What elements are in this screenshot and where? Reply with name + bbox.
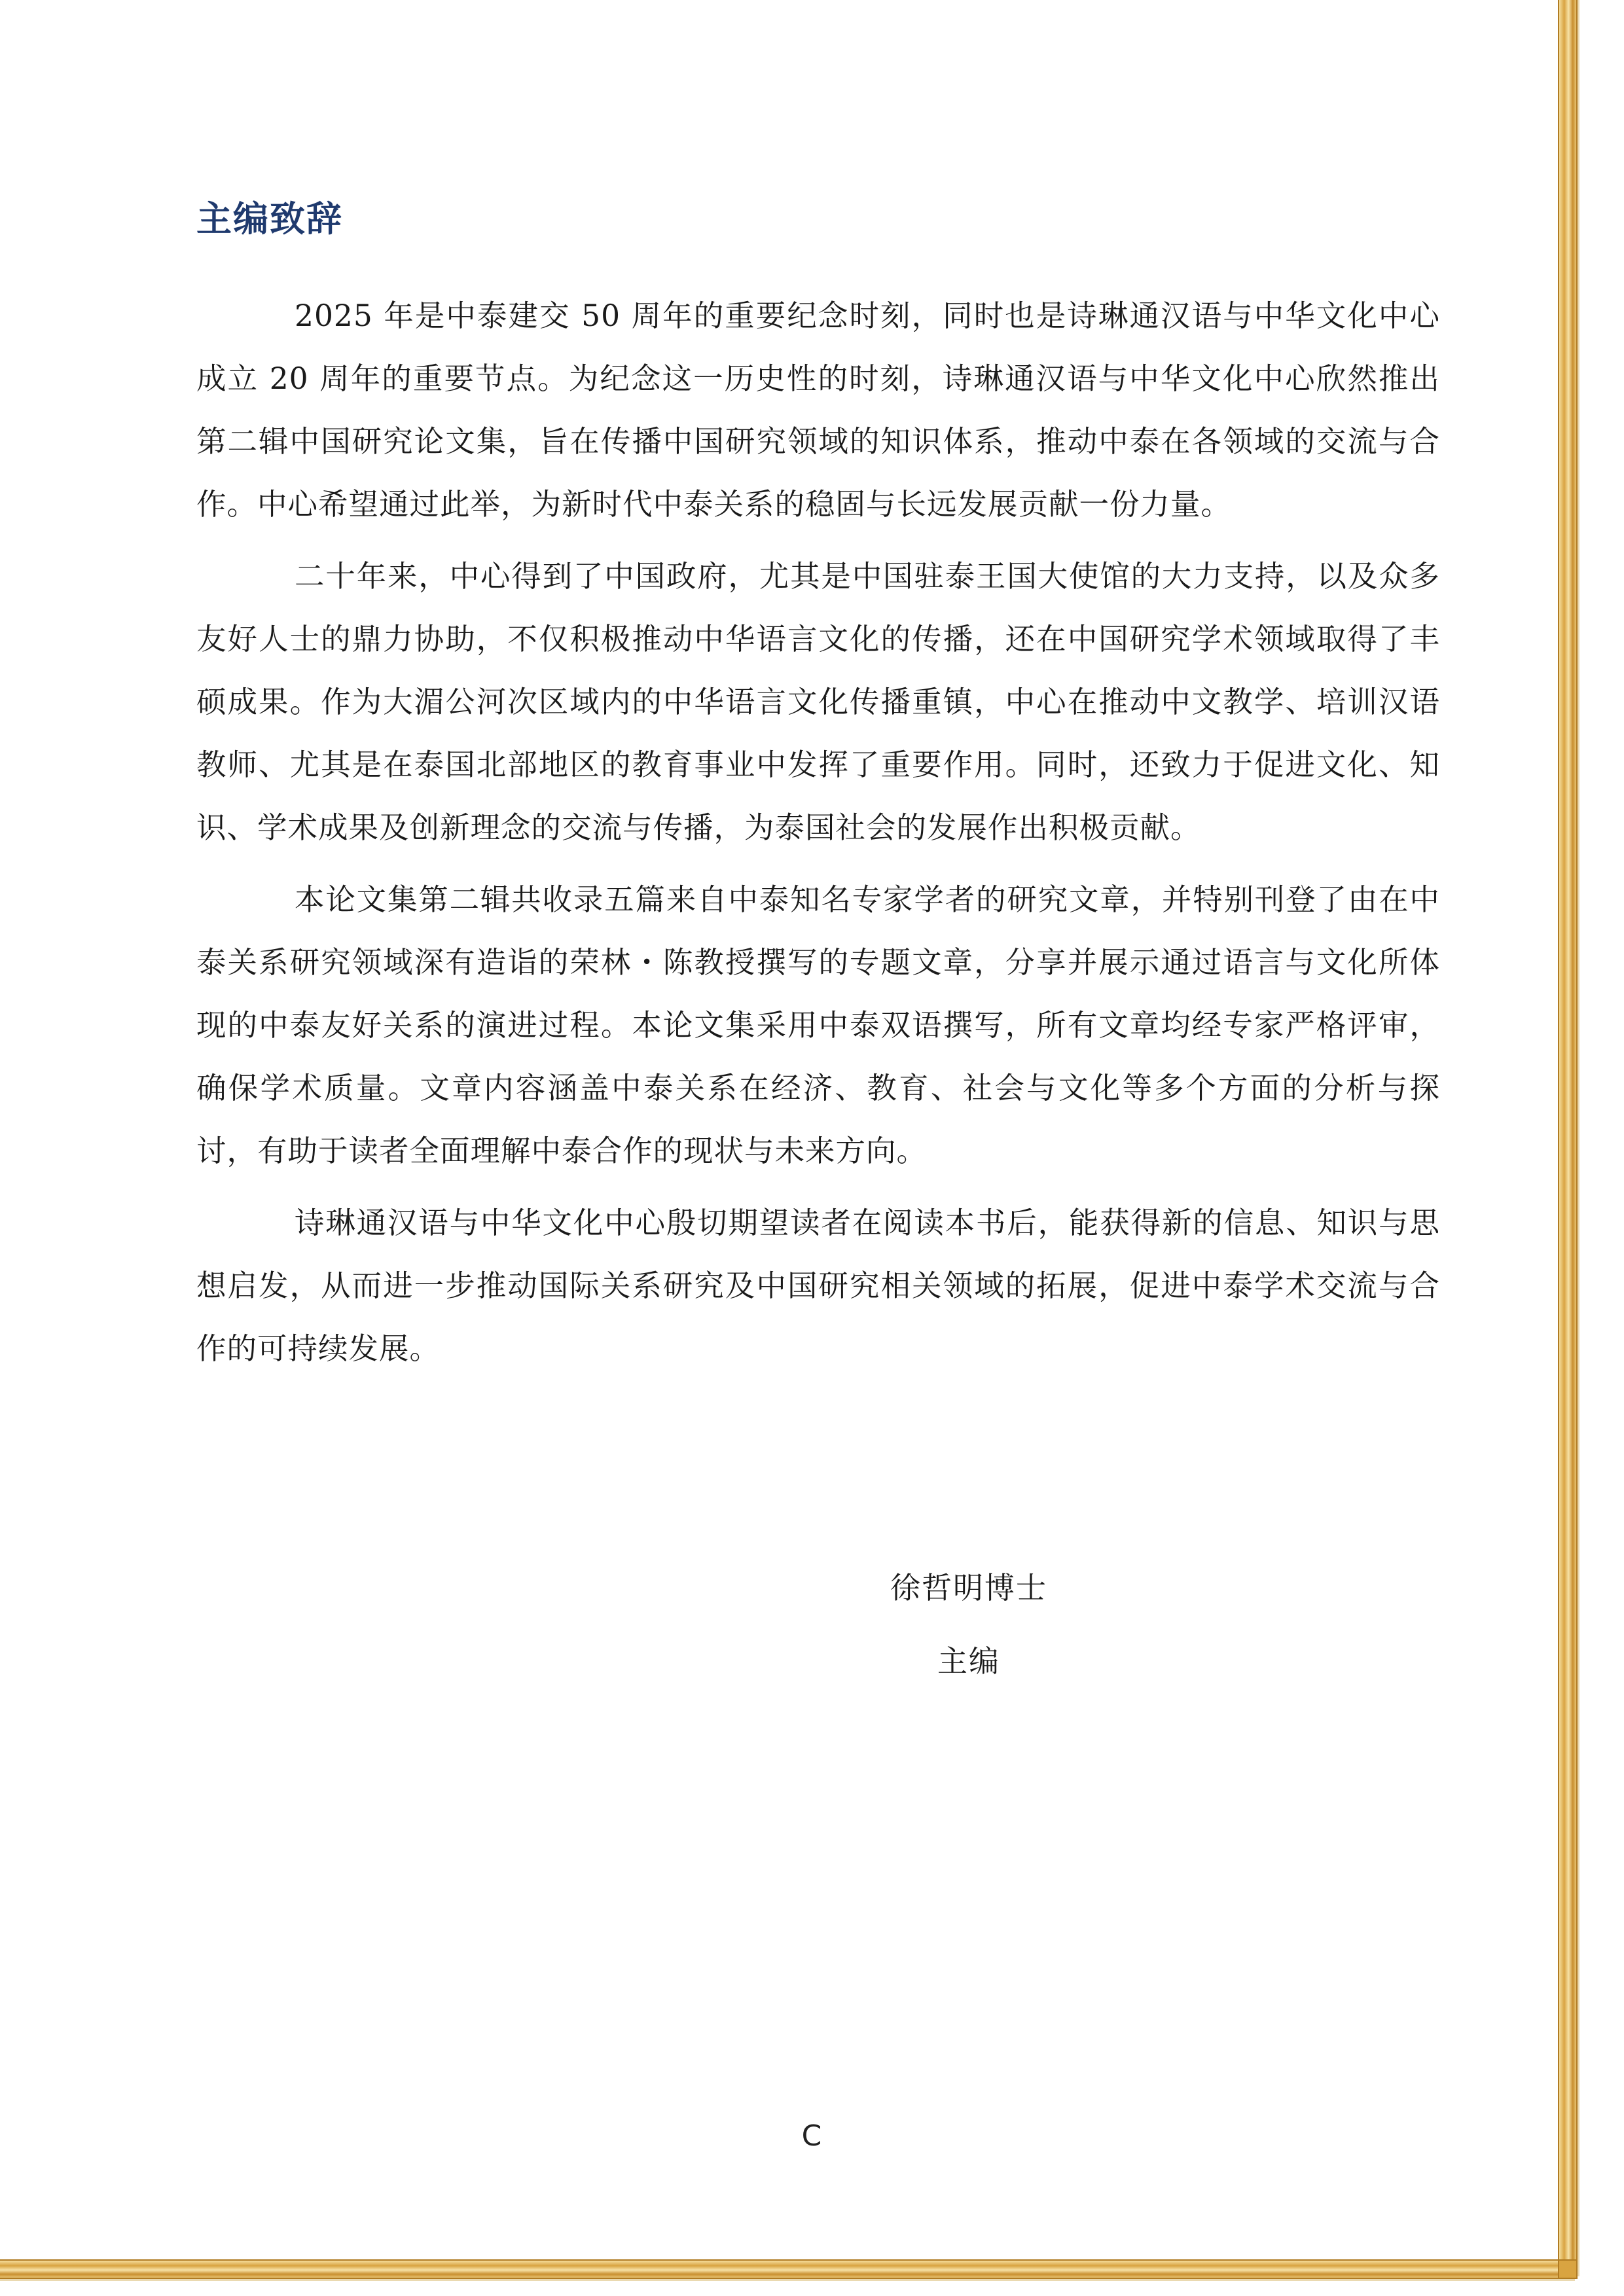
- signature-role: 主编: [937, 1643, 1000, 1679]
- paragraph-2: 二十年来，中心得到了中国政府，尤其是中国驻泰王国大使馆的大力支持，以及众多友好人士的鼎力协助，不仅积极推动中华语言文化的传播，还在中国研究学术领域取得了丰硕成果。作为大湄公河次区域内的中华语言文化传播重镇，中心在推动中文教学、培训汉语教师、尤其是在泰国北部地区的教育事业中发挥了重要作用。同时，还致力于促进文化、知识、学术成果及创新理念的交流与传播，为泰国社会的发展作出积极贡献。: [196, 559, 1440, 845]
- body-text: [196, 285, 1440, 1390]
- paragraph-3: 本论文集第二辑共收录五篇来自中泰知名专家学者的研究文章，并特别刊登了由在中泰关系研究领域深有造诣的荣林・陈教授撰写的专题文章，分享并展示通过语言与文化所体现的中泰友好关系的演进过程。本论文集采用中泰双语撰写，所有文章均经专家严格评审，确保学术质量。文章内容涵盖中泰关系在经济、教育、社会与文化等多个方面的分析与探讨，有助于读者全面理解中泰合作的现状与未来方向。: [196, 882, 1440, 1168]
- gold-border-right: [1558, 0, 1578, 2276]
- gold-border-corner: [1558, 2259, 1578, 2279]
- paragraph-1: 2025 年是中泰建交 50 周年的重要纪念时刻，同时也是诗琳通汉语与中华文化中心成立 20 周年的重要节点。为纪念这一历史性的时刻，诗琳通汉语与中华文化中心欣然推出第二辑中国研究论文集，旨在传播中国研究领域的知识体系，推动中泰在各领域的交流与合作。中心希望通过此举，为新时代中泰关系的稳固与长远发展贡献一份力量。: [196, 298, 1440, 522]
- gold-border-bottom: [0, 2259, 1575, 2279]
- page-title: 主编致辞: [196, 198, 343, 240]
- signature-name: 徐哲明博士: [890, 1570, 1047, 1605]
- page-number: C: [801, 2119, 822, 2153]
- paragraph-4: 诗琳通汉语与中华文化中心殷切期望读者在阅读本书后，能获得新的信息、知识与思想启发，从而进一步推动国际关系研究及中国研究相关领域的拓展，促进中泰学术交流与合作的可持续发展。: [196, 1206, 1440, 1366]
